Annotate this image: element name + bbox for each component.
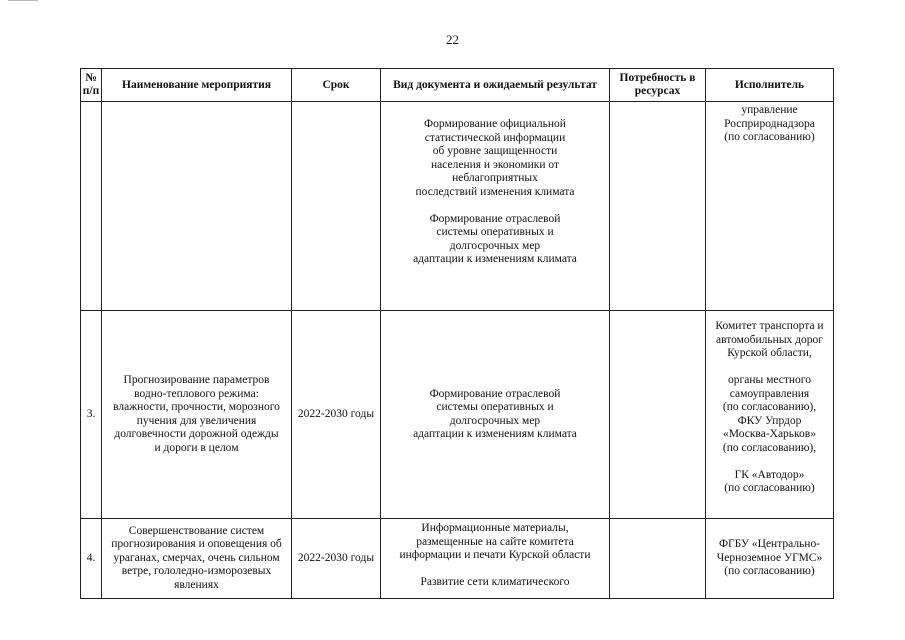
table-row: [81, 102, 834, 311]
measure-executor: ФГБУ «Центрально- Черноземное УГМС» (по согласованию): [706, 519, 834, 599]
measures-table: [80, 68, 834, 599]
measure-executor: Комитет транспорта и автомобильных дорог Курской области, органы местного самоуправления (по согласованию), ФКУ Упрдор «Москва-Харьков» (по согласованию), ГК «Автодор» (по согласованию): [706, 311, 834, 519]
measure-result: Формирование отраслевой системы оперативных и долгосрочных мер адаптации к изменениям климата: [381, 311, 610, 519]
measure-resources: [610, 102, 706, 311]
measure-resources: [610, 311, 706, 519]
measure-term: 2022-2030 годы: [292, 519, 381, 599]
header-result: Вид документа и ожидаемый результат: [381, 69, 610, 102]
measure-term: [292, 102, 381, 311]
measure-term: 2022-2030 годы: [292, 311, 381, 519]
row-number: 4.: [81, 519, 102, 599]
header-number: № п/п: [81, 69, 102, 102]
header-executor: Исполнитель: [706, 69, 834, 102]
header-resources: Потребность в ресурсах: [610, 69, 706, 102]
header-name: Наименование мероприятия: [102, 69, 292, 102]
measure-result: Формирование официальной статистической информации об уровне защищенности населения и экономики от неблагоприятных последствий изменения климата Формирование отраслевой системы оперативных и долгосрочных мер адаптации к изменениям климата: [381, 102, 610, 311]
measure-result: Информационные материалы, размещенные на сайте комитета информации и печати Курской области Развитие сети климатического: [381, 519, 610, 599]
page-number: 22: [446, 32, 459, 47]
table-row: [81, 519, 834, 599]
measure-name: Совершенствование систем прогнозирования и оповещения об ураганах, смерчах, очень сильном ветре, гололедно-изморозевых явлениях: [102, 519, 292, 599]
measure-executor: управление Росприроднадзора (по согласованию): [706, 102, 834, 311]
measure-name: [102, 102, 292, 311]
table-row: [81, 311, 834, 519]
table-header-row: [81, 69, 834, 102]
row-number: [81, 102, 102, 311]
measure-resources: [610, 519, 706, 599]
row-number: 3.: [81, 311, 102, 519]
measure-name: Прогнозирование параметров водно-теплового режима: влажности, прочности, морозного пучения для увеличения долговечности дорожной одежды и дороги в целом: [102, 311, 292, 519]
scan-mark: [8, 0, 38, 1]
header-term: Срок: [292, 69, 381, 102]
